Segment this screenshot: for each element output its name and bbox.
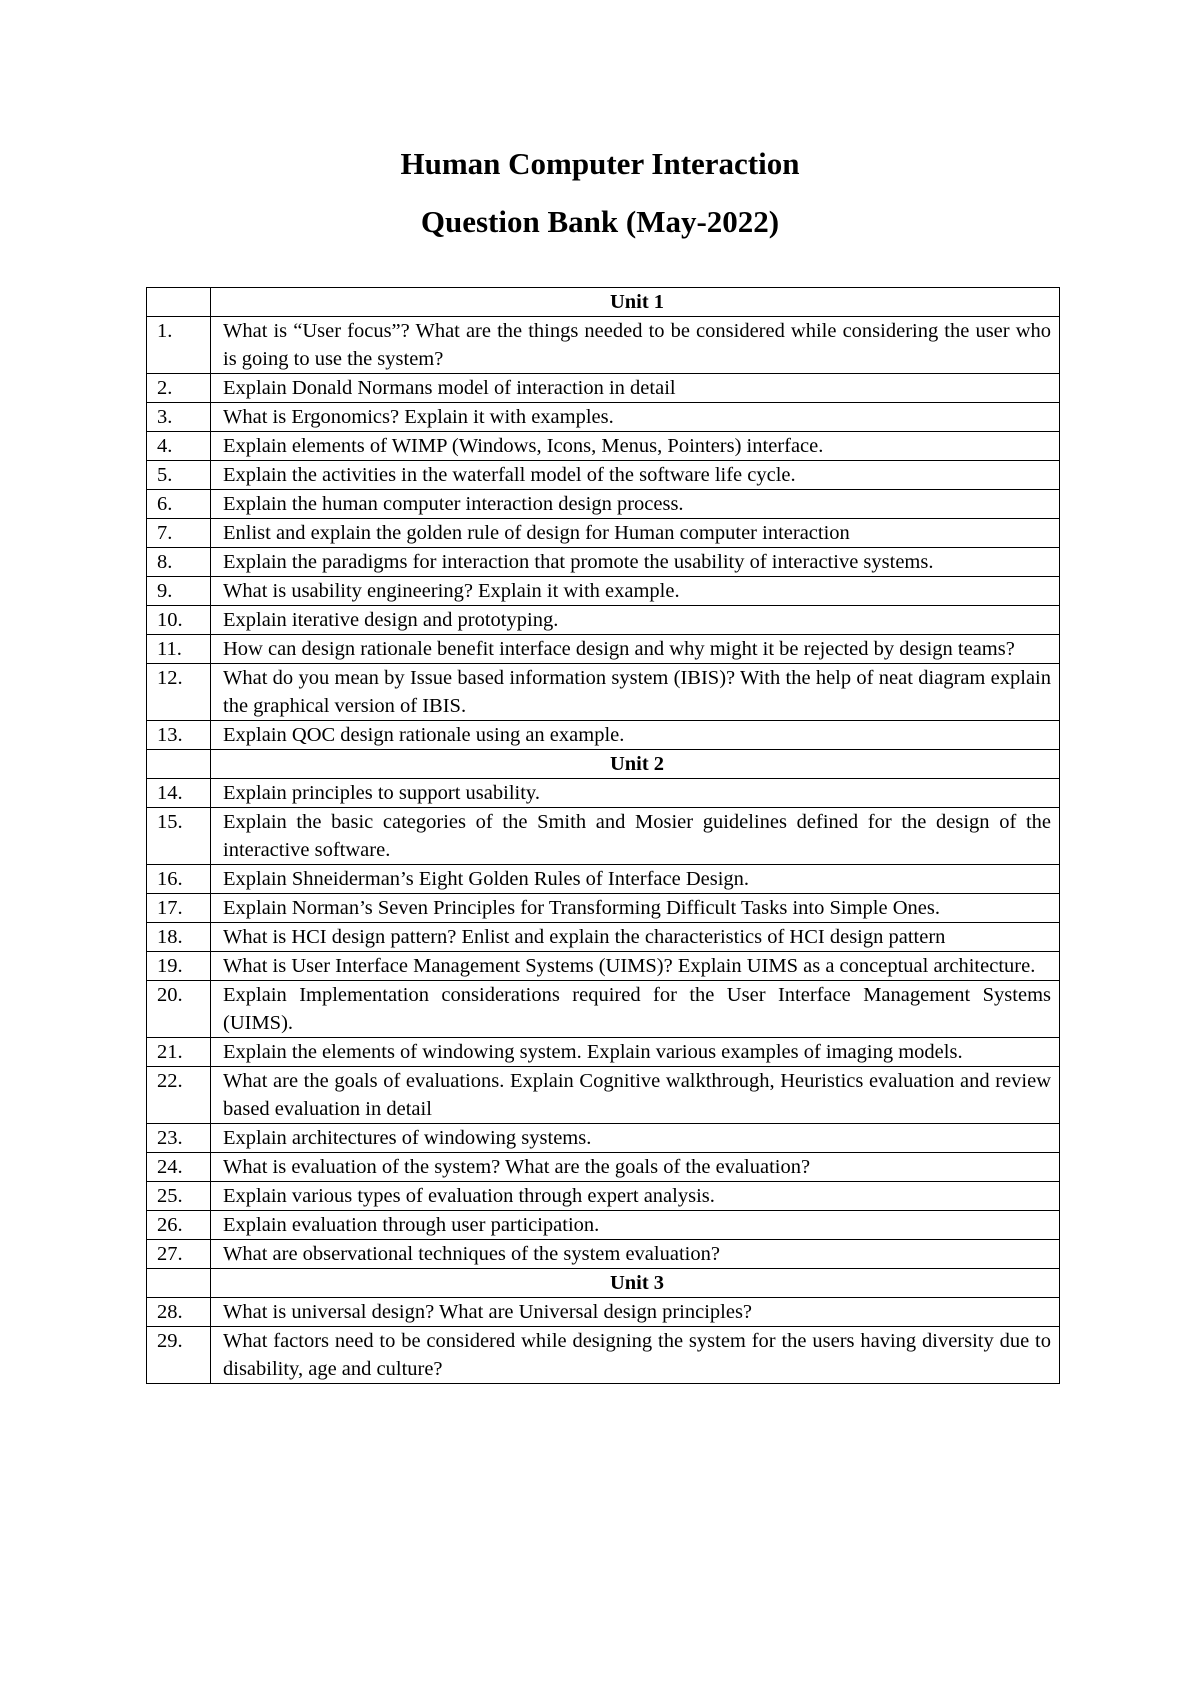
question-text: What is evaluation of the system? What are the goals of the evaluation? (211, 1153, 1060, 1182)
question-text: Explain elements of WIMP (Windows, Icons, Menus, Pointers) interface. (211, 432, 1060, 461)
question-number: 13. (147, 721, 211, 750)
question-row (147, 779, 1060, 808)
question-row (147, 1038, 1060, 1067)
question-row (147, 1211, 1060, 1240)
document-title: Human Computer Interaction (400, 146, 800, 181)
question-text: Explain the activities in the waterfall model of the software life cycle. (211, 461, 1060, 490)
question-number: 9. (147, 577, 211, 606)
question-number: 8. (147, 548, 211, 577)
question-text: Explain the paradigms for interaction that promote the usability of interactive systems. (211, 548, 1060, 577)
question-text: What is usability engineering? Explain it with example. (211, 577, 1060, 606)
question-row (147, 923, 1060, 952)
question-number: 22. (147, 1067, 211, 1124)
question-number: 2. (147, 374, 211, 403)
question-text: Explain evaluation through user participation. (211, 1211, 1060, 1240)
question-row (147, 1153, 1060, 1182)
question-number (147, 288, 211, 317)
question-row (147, 865, 1060, 894)
question-row (147, 461, 1060, 490)
question-row (147, 808, 1060, 865)
question-number: 4. (147, 432, 211, 461)
question-text: What is “User focus”? What are the things needed to be considered while considering the user who is going to use the system? (211, 317, 1060, 374)
question-text: What are observational techniques of the system evaluation? (211, 1240, 1060, 1269)
unit-heading: Unit 2 (211, 750, 1060, 779)
question-text: Explain various types of evaluation through expert analysis. (211, 1182, 1060, 1211)
question-text: Enlist and explain the golden rule of design for Human computer interaction (211, 519, 1060, 548)
unit-header-row (147, 1269, 1060, 1298)
question-number (147, 750, 211, 779)
question-text: Explain iterative design and prototyping. (211, 606, 1060, 635)
question-row (147, 1124, 1060, 1153)
question-number: 6. (147, 490, 211, 519)
question-number: 12. (147, 664, 211, 721)
question-text: Explain Donald Normans model of interaction in detail (211, 374, 1060, 403)
question-row (147, 981, 1060, 1038)
question-text: What are the goals of evaluations. Explain Cognitive walkthrough, Heuristics evaluation and review based evaluation in detail (211, 1067, 1060, 1124)
unit-header-row (147, 288, 1060, 317)
question-number: 25. (147, 1182, 211, 1211)
question-number: 18. (147, 923, 211, 952)
question-number: 10. (147, 606, 211, 635)
question-text: Explain architectures of windowing systems. (211, 1124, 1060, 1153)
question-number: 21. (147, 1038, 211, 1067)
question-text: What is Ergonomics? Explain it with examples. (211, 403, 1060, 432)
question-row (147, 635, 1060, 664)
question-text: Explain the elements of windowing system. Explain various examples of imaging models. (211, 1038, 1060, 1067)
question-row (147, 1182, 1060, 1211)
question-text: Explain Implementation considerations required for the User Interface Management Systems (UIMS). (211, 981, 1060, 1038)
question-number: 29. (147, 1327, 211, 1384)
question-number: 16. (147, 865, 211, 894)
question-number: 20. (147, 981, 211, 1038)
question-row (147, 519, 1060, 548)
question-number: 14. (147, 779, 211, 808)
question-number: 24. (147, 1153, 211, 1182)
question-row (147, 403, 1060, 432)
question-number: 5. (147, 461, 211, 490)
question-row (147, 1327, 1060, 1384)
unit-heading: Unit 3 (211, 1269, 1060, 1298)
question-text: Explain QOC design rationale using an example. (211, 721, 1060, 750)
question-row (147, 548, 1060, 577)
document-subtitle: Question Bank (May-2022) (420, 204, 780, 239)
question-row (147, 1067, 1060, 1124)
question-row (147, 894, 1060, 923)
question-number: 17. (147, 894, 211, 923)
question-row (147, 317, 1060, 374)
question-number: 28. (147, 1298, 211, 1327)
question-row (147, 664, 1060, 721)
question-table-body (147, 288, 1060, 1384)
unit-header-row (147, 750, 1060, 779)
question-text: Explain Shneiderman’s Eight Golden Rules of Interface Design. (211, 865, 1060, 894)
question-text: Explain the human computer interaction design process. (211, 490, 1060, 519)
question-number: 7. (147, 519, 211, 548)
question-text: What is User Interface Management Systems (UIMS)? Explain UIMS as a conceptual architecture. (211, 952, 1060, 981)
question-table (146, 287, 1060, 1384)
question-row (147, 721, 1060, 750)
question-number: 11. (147, 635, 211, 664)
question-row (147, 490, 1060, 519)
question-number: 23. (147, 1124, 211, 1153)
question-text: What is universal design? What are Universal design principles? (211, 1298, 1060, 1327)
question-text: How can design rationale benefit interface design and why might it be rejected by design teams? (211, 635, 1060, 664)
question-text: Explain principles to support usability. (211, 779, 1060, 808)
question-number: 3. (147, 403, 211, 432)
question-text: Explain Norman’s Seven Principles for Transforming Difficult Tasks into Simple Ones. (211, 894, 1060, 923)
question-number: 19. (147, 952, 211, 981)
question-text: What factors need to be considered while designing the system for the users having diversity due to disability, age and culture? (211, 1327, 1060, 1384)
question-number: 26. (147, 1211, 211, 1240)
question-row (147, 432, 1060, 461)
question-row (147, 606, 1060, 635)
question-number: 15. (147, 808, 211, 865)
unit-heading: Unit 1 (211, 288, 1060, 317)
question-number: 1. (147, 317, 211, 374)
question-row (147, 1240, 1060, 1269)
question-row (147, 952, 1060, 981)
question-row (147, 1298, 1060, 1327)
question-number (147, 1269, 211, 1298)
question-number: 27. (147, 1240, 211, 1269)
question-text: What is HCI design pattern? Enlist and explain the characteristics of HCI design pattern (211, 923, 1060, 952)
question-text: Explain the basic categories of the Smith and Mosier guidelines defined for the design of the interactive software. (211, 808, 1060, 865)
question-row (147, 577, 1060, 606)
question-text: What do you mean by Issue based information system (IBIS)? With the help of neat diagram explain the graphical version of IBIS. (211, 664, 1060, 721)
question-row (147, 374, 1060, 403)
